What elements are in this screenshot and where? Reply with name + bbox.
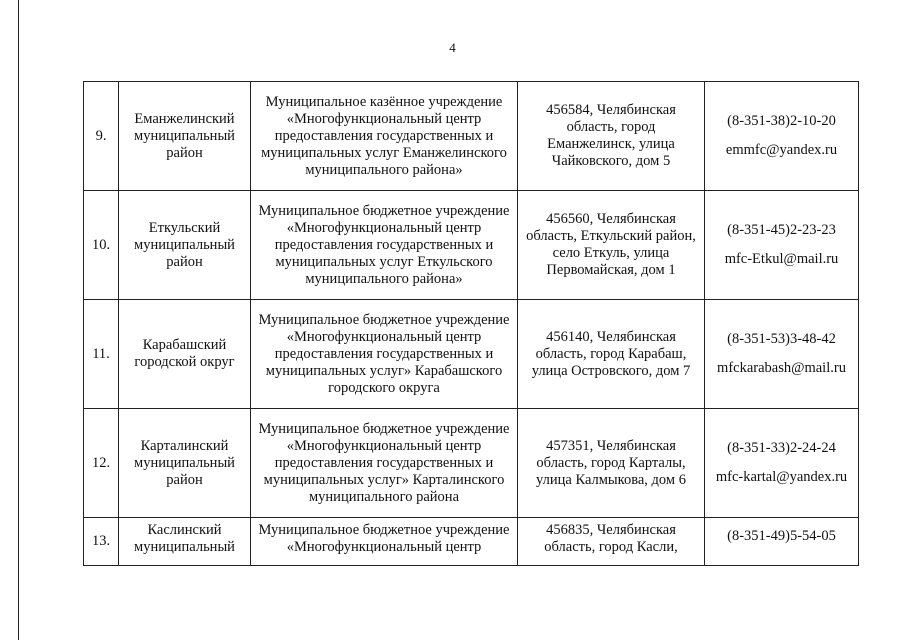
phone-number: (8-351-33)2-24-24 — [727, 440, 836, 456]
email-address: mfckarabash@mail.ru — [717, 360, 846, 376]
table-row — [84, 191, 859, 300]
contacts-cell — [705, 191, 859, 300]
phone-number: (8-351-38)2-10-20 — [727, 113, 836, 129]
institution-name: Муниципальное бюджетное учреждение «Многофункциональный центр предоставления государственных и муниципальных услуг Еткульского муниципального района» — [251, 191, 518, 300]
table-row — [84, 82, 859, 191]
row-number: 10. — [84, 191, 119, 300]
institution-name: Муниципальное бюджетное учреждение «Многофункциональный центр — [251, 518, 518, 566]
institution-name: Муниципальное казённое учреждение «Многофункциональный центр предоставления государственных и муниципальных услуг Еманжелинского муниципального района» — [251, 82, 518, 191]
email-address: mfc-kartal@yandex.ru — [715, 469, 848, 485]
district-name: Карталинский муниципальный район — [119, 409, 251, 518]
address: 456835, Челябинская область, город Касли, — [518, 518, 705, 566]
email-address: emmfc@yandex.ru — [725, 142, 838, 158]
address: 456140, Челябинская область, город Карабаш, улица Островского, дом 7 — [518, 300, 705, 409]
district-name: Каслинский муниципальный — [119, 518, 251, 566]
phone-number: (8-351-53)3-48-42 — [727, 331, 836, 347]
row-number: 11. — [84, 300, 119, 409]
table-row — [84, 518, 859, 566]
institution-name: Муниципальное бюджетное учреждение «Многофункциональный центр предоставления государственных и муниципальных услуг» Карабашского городского округа — [251, 300, 518, 409]
phone-number: (8-351-49)5-54-05 — [727, 528, 836, 544]
address: 456560, Челябинская область, Еткульский район, село Еткуль, улица Первомайская, дом 1 — [518, 191, 705, 300]
institution-name: Муниципальное бюджетное учреждение «Многофункциональный центр предоставления государственных и муниципальных услуг» Карталинского муниципального района — [251, 409, 518, 518]
row-number: 9. — [84, 82, 119, 191]
table-row — [84, 409, 859, 518]
email-address: mfc-Etkul@mail.ru — [724, 251, 839, 267]
district-name: Карабашский городской округ — [119, 300, 251, 409]
row-number: 12. — [84, 409, 119, 518]
address: 457351, Челябинская область, город Карталы, улица Калмыкова, дом 6 — [518, 409, 705, 518]
contacts-cell — [705, 300, 859, 409]
scan-edge-line — [18, 0, 19, 640]
row-number: 13. — [84, 518, 119, 566]
page-number: 4 — [449, 40, 456, 55]
contacts-cell — [705, 409, 859, 518]
phone-number: (8-351-45)2-23-23 — [727, 222, 836, 238]
contacts-cell — [705, 518, 859, 566]
contacts-cell — [705, 82, 859, 191]
address: 456584, Челябинская область, город Еманжелинск, улица Чайковского, дом 5 — [518, 82, 705, 191]
table-row — [84, 300, 859, 409]
district-name: Еткульский муниципальный район — [119, 191, 251, 300]
district-name: Еманжелинский муниципальный район — [119, 82, 251, 191]
mfc-registry-table — [83, 81, 859, 566]
